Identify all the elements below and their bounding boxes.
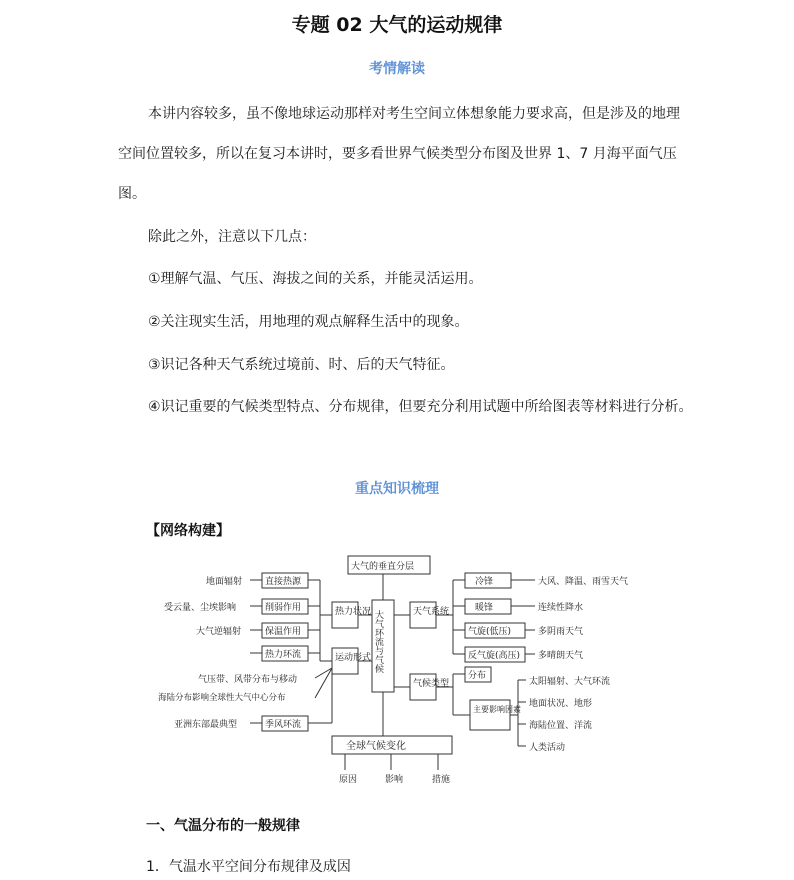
diagram-right-box-3: 气旋(低压) xyxy=(468,627,512,637)
diagram-right-label-1: 大风、降温、雨雪天气 xyxy=(538,577,629,587)
network-title: 【网络构建】 xyxy=(146,523,230,539)
diagram-left-label-2: 受云量、尘埃影响 xyxy=(164,603,237,613)
diagram-right-label-2: 连续性降水 xyxy=(538,603,584,613)
diagram-right-label-5: 太阳辐射、大气环流 xyxy=(529,677,611,687)
diagram-bottom: 全球气候变化 xyxy=(346,741,406,752)
diagram-left-box-4: 热力环流 xyxy=(265,650,302,660)
section-heading-key-knowledge: 重点知识梳理 xyxy=(355,481,439,497)
subheading-horizontal-distribution: 1．气温水平空间分布规律及成因 xyxy=(146,859,351,875)
diagram-right-label-8: 人类活动 xyxy=(529,743,566,753)
diagram-left-box-2: 削弱作用 xyxy=(265,603,302,613)
diagram-left-mid1: 热力状况 xyxy=(335,607,372,617)
diagram-right-label-4: 多晴朗天气 xyxy=(538,651,584,661)
diagram-right-box-1: 冷锋 xyxy=(475,577,494,587)
diagram-left-box-3: 保温作用 xyxy=(265,627,302,637)
diagram-left-box-1: 直接热源 xyxy=(265,577,302,587)
diagram-bottom-item-1: 原因 xyxy=(339,775,358,785)
diagram-right-box-5: 分布 xyxy=(468,671,487,681)
diagram-bottom-item-2: 影响 xyxy=(385,775,404,785)
diagram-left-label-6: 亚洲东部最典型 xyxy=(174,720,238,730)
diagram-right-box-6: 主要影响因素 xyxy=(473,705,521,714)
diagram-bottom-item-3: 措施 xyxy=(432,775,451,785)
diagram-right-box-2: 暖锋 xyxy=(475,603,494,613)
section-heading-exam-analysis: 考情解读 xyxy=(369,61,425,77)
intro-paragraph: 本讲内容较多，虽不像地球运动那样对考生空间立体想象能力要求高，但是涉及的地理空间位置较多，所以在复习本讲时，要多看世界气候类型分布图及世界 1、7 月海平面气压图。 xyxy=(118,106,680,202)
diagram-right-box-4: 反气旋(高压) xyxy=(468,651,521,661)
diagram-left-label-3: 大气逆辐射 xyxy=(196,627,242,637)
diagram-right-mid1: 天气系统 xyxy=(413,607,450,617)
heading-temperature-distribution: 一、气温分布的一般规律 xyxy=(146,818,300,834)
lead-text: 除此之外，注意以下几点： xyxy=(148,229,316,245)
knowledge-network-diagram xyxy=(150,548,650,793)
point-2: ②关注现实生活，用地理的观点解释生活中的现象。 xyxy=(148,314,469,330)
diagram-center: 大气环流与气候 xyxy=(373,610,383,673)
diagram-right-label-7: 海陆位置、洋流 xyxy=(529,721,593,731)
page-title: 专题 02 大气的运动规律 xyxy=(291,14,503,36)
diagram-right-mid2: 气候类型 xyxy=(413,679,450,689)
diagram-left-label-1: 地面辐射 xyxy=(206,577,243,587)
diagram-left-box-5: 季风环流 xyxy=(265,720,302,730)
diagram-left-label-5: 海陆分布影响全球性大气中心分布 xyxy=(158,693,286,703)
point-4: ④识记重要的气候类型特点、分布规律，但要充分利用试题中所给图表等材料进行分析。 xyxy=(148,399,693,415)
point-1: ①理解气温、气压、海拔之间的关系，并能灵活运用。 xyxy=(148,271,483,287)
diagram-left-mid2: 运动形式 xyxy=(335,653,372,663)
diagram-left-label-4: 气压带、风带分布与移动 xyxy=(198,675,298,685)
point-3: ③识记各种天气系统过境前、时、后的天气特征。 xyxy=(148,357,455,373)
diagram-right-label-3: 多阴雨天气 xyxy=(538,627,584,637)
diagram-top: 大气的垂直分层 xyxy=(351,562,415,572)
diagram-right-label-6: 地面状况、地形 xyxy=(529,699,593,709)
